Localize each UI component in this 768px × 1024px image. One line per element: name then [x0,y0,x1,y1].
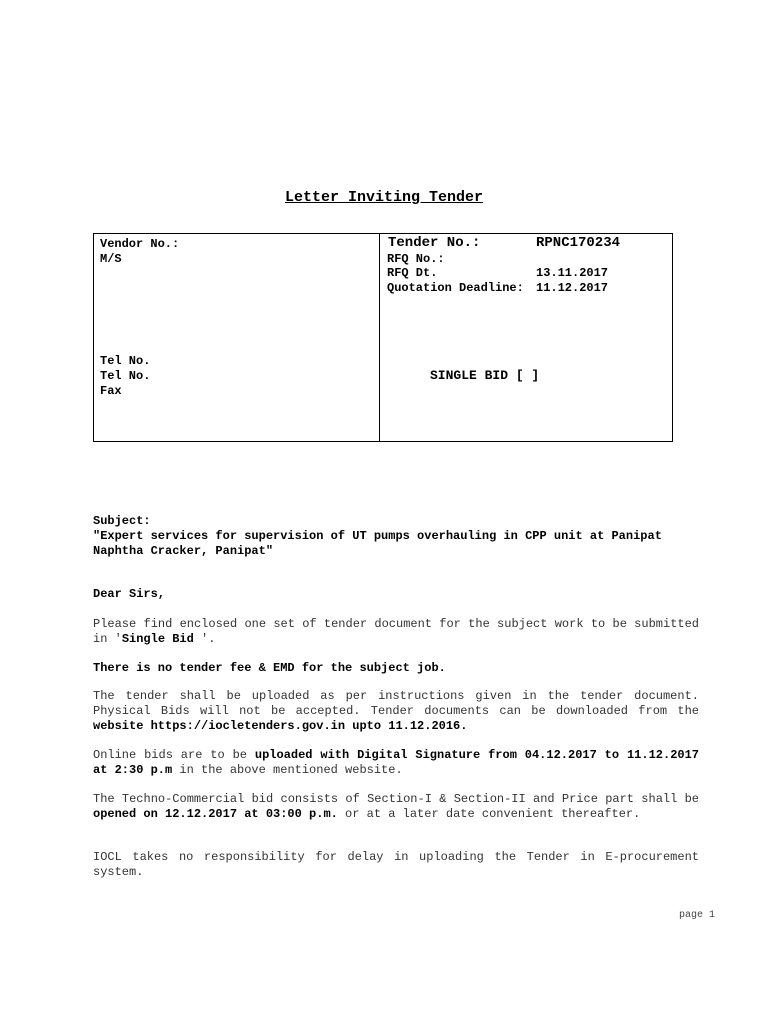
subject-label: Subject: [93,514,151,528]
document-title: Letter Inviting Tender [284,189,484,206]
rfq-dt-value: 13.11.2017 [536,266,609,280]
tender-no-value: RPNC170234 [536,235,621,251]
fax-label: Fax [100,384,122,398]
quotation-deadline-label: Quotation Deadline: [387,281,524,295]
paragraph-single-bid: Please find enclosed one set of tender document for the subject work to be submitted in 'Single Bid '. [93,617,699,646]
paragraph-no-fee: There is no tender fee & EMD for the subject job. [93,661,446,675]
page-number: page 1 [678,910,715,921]
box-divider [379,233,380,442]
rfq-dt-label: RFQ Dt. [387,266,438,280]
subject-text: "Expert services for supervision of UT pumps overhauling in CPP unit at Panipat Naphtha Cracker, Panipat" [93,529,662,558]
vendor-no-label: Vendor No.: [100,237,180,251]
vendor-tender-box [93,233,673,442]
tel-no-label-2: Tel No. [100,369,151,383]
single-bid-label: SINGLE BID [ ] [430,368,540,383]
paragraph-responsibility: IOCL takes no responsibility for delay in uploading the Tender in E-procurement system. [93,850,699,879]
paragraph-bid-opening: The Techno-Commercial bid consists of Section-I & Section-II and Price part shall be opened on 12.12.2017 at 03:00 p.m. or at a later date convenient thereafter. [93,792,699,821]
paragraph-online-bids: Online bids are to be uploaded with Digital Signature from 04.12.2017 to 11.12.2017 at 2:30 p.m in the above mentioned website. [93,748,699,777]
tel-no-label-1: Tel No. [100,354,151,368]
ms-label: M/S [100,252,122,266]
quotation-deadline-value: 11.12.2017 [536,281,609,295]
paragraph-upload-instructions: The tender shall be uploaded as per instructions given in the tender document. Physical Bids will not be accepted. Tender documents can be downloaded from the website https://iocletenders.gov.in upto 11.12.2016. [93,689,699,733]
tender-no-label: Tender No.: [388,235,481,251]
salutation: Dear Sirs, [93,587,166,601]
rfq-no-label: RFQ No.: [387,252,445,266]
